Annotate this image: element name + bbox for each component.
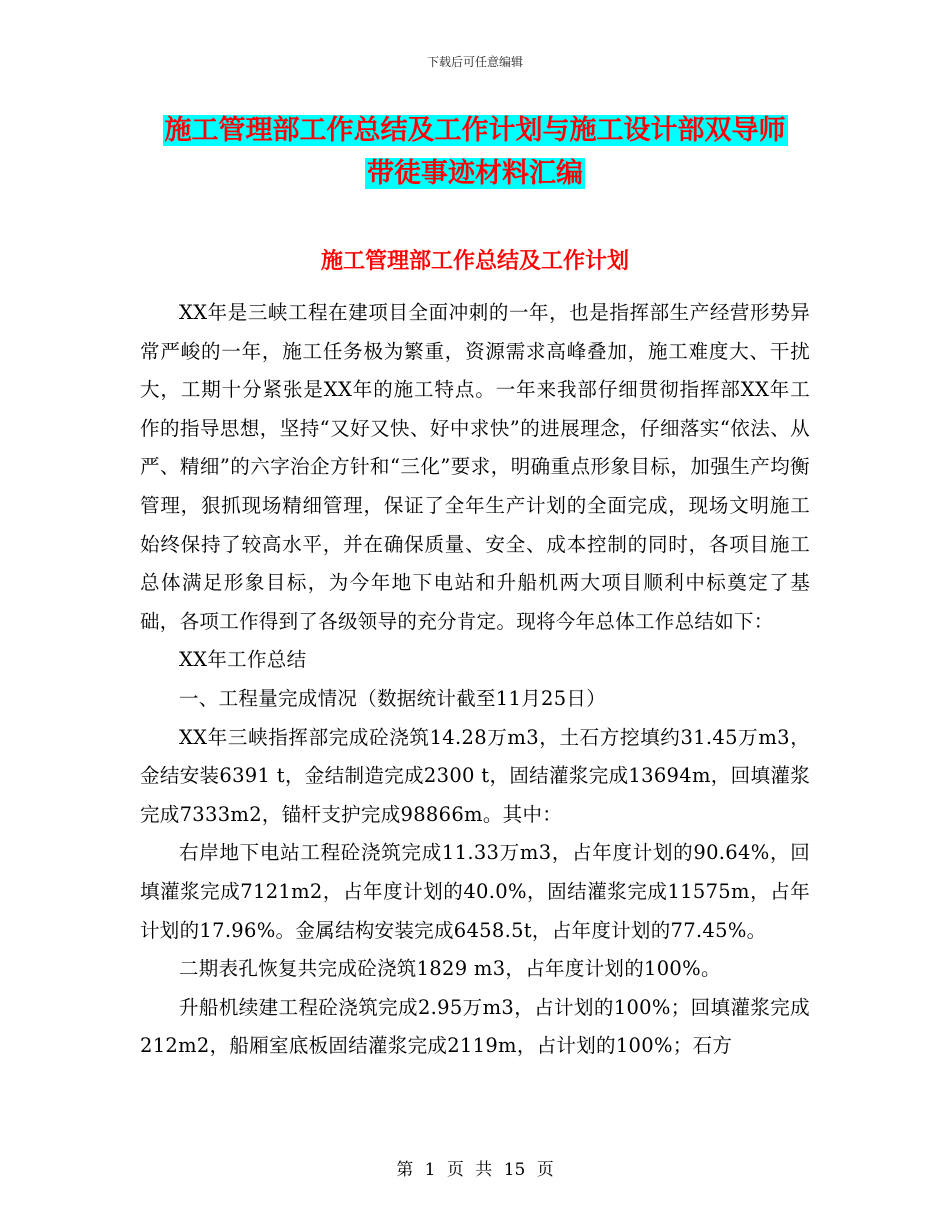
header-note: 下载后可任意编辑 (426, 55, 523, 69)
page-number-footer: 第 1 页 共 15 页 (396, 1160, 554, 1180)
paragraph-right-bank: 右岸地下电站工程砼浇筑完成11.33万m3，占年度计划的90.64%，回填灌浆完成7121m2，占年度计划的40.0%，固结灌浆完成11575m，占年计划的17.96%。金属结构安装完成6458.5t，占年度计划的77.45%。 (140, 841, 810, 942)
document-title-line-1 (140, 107, 810, 154)
title-text-1: 施工管理部工作总结及工作计划与施工设计部双导师 (164, 115, 786, 146)
paragraph-quantity-heading: 一、工程量完成情况（数据统计截至11月25日） (179, 686, 607, 710)
title-text-2: 带徒事迹材料汇编 (367, 158, 583, 189)
document-body (140, 294, 810, 1066)
paragraph-intro: XX年是三峡工程在建项目全面冲刺的一年，也是指挥部生产经营形势异常严峻的一年，施工任务极为繁重，资源需求高峰叠加，施工难度大、干扰大，工期十分紧张是XX年的施工特点。一年来我部仔细贯彻指挥部XX年工作的指导思想，坚持“又好又快、好中求快”的进展理念，仔细落实“依法、从严、精细”的六字治企方针和“三化”要求，明确重点形象目标，加强生产均衡管理，狠抓现场精细管理，保证了全年生产计划的全面完成，现场文明施工始终保持了较高水平，并在确保质量、安全、成本控制的同时，各项目施工总体满足形象目标，为今年地下电站和升船机两大项目顺利中标奠定了基础，各项工作得到了各级领导的充分肯定。现将今年总体工作总结如下： (140, 301, 810, 633)
paragraph-overall-quantities: XX年三峡指挥部完成砼浇筑14.28万m3，土石方挖填约31.45万m3，金结安装6391 t，金结制造完成2300 t，固结灌浆完成13694m，回填灌浆完成7333m2，锚杆支护完成98866m。其中： (140, 725, 810, 826)
paragraph-summary-heading: XX年工作总结 (179, 648, 307, 672)
paragraph-phase-two: 二期表孔恢复共完成砼浇筑1829 m3，占年度计划的100%。 (179, 957, 721, 981)
section-heading: 施工管理部工作总结及工作计划 (320, 249, 629, 274)
document-title-line-2 (140, 150, 810, 197)
paragraph-ship-lift: 升船机续建工程砼浇筑完成2.95万m3，占计划的100%；回填灌浆完成212m2，船厢室底板固结灌浆完成2119m，占计划的100%；石方 (140, 995, 810, 1058)
